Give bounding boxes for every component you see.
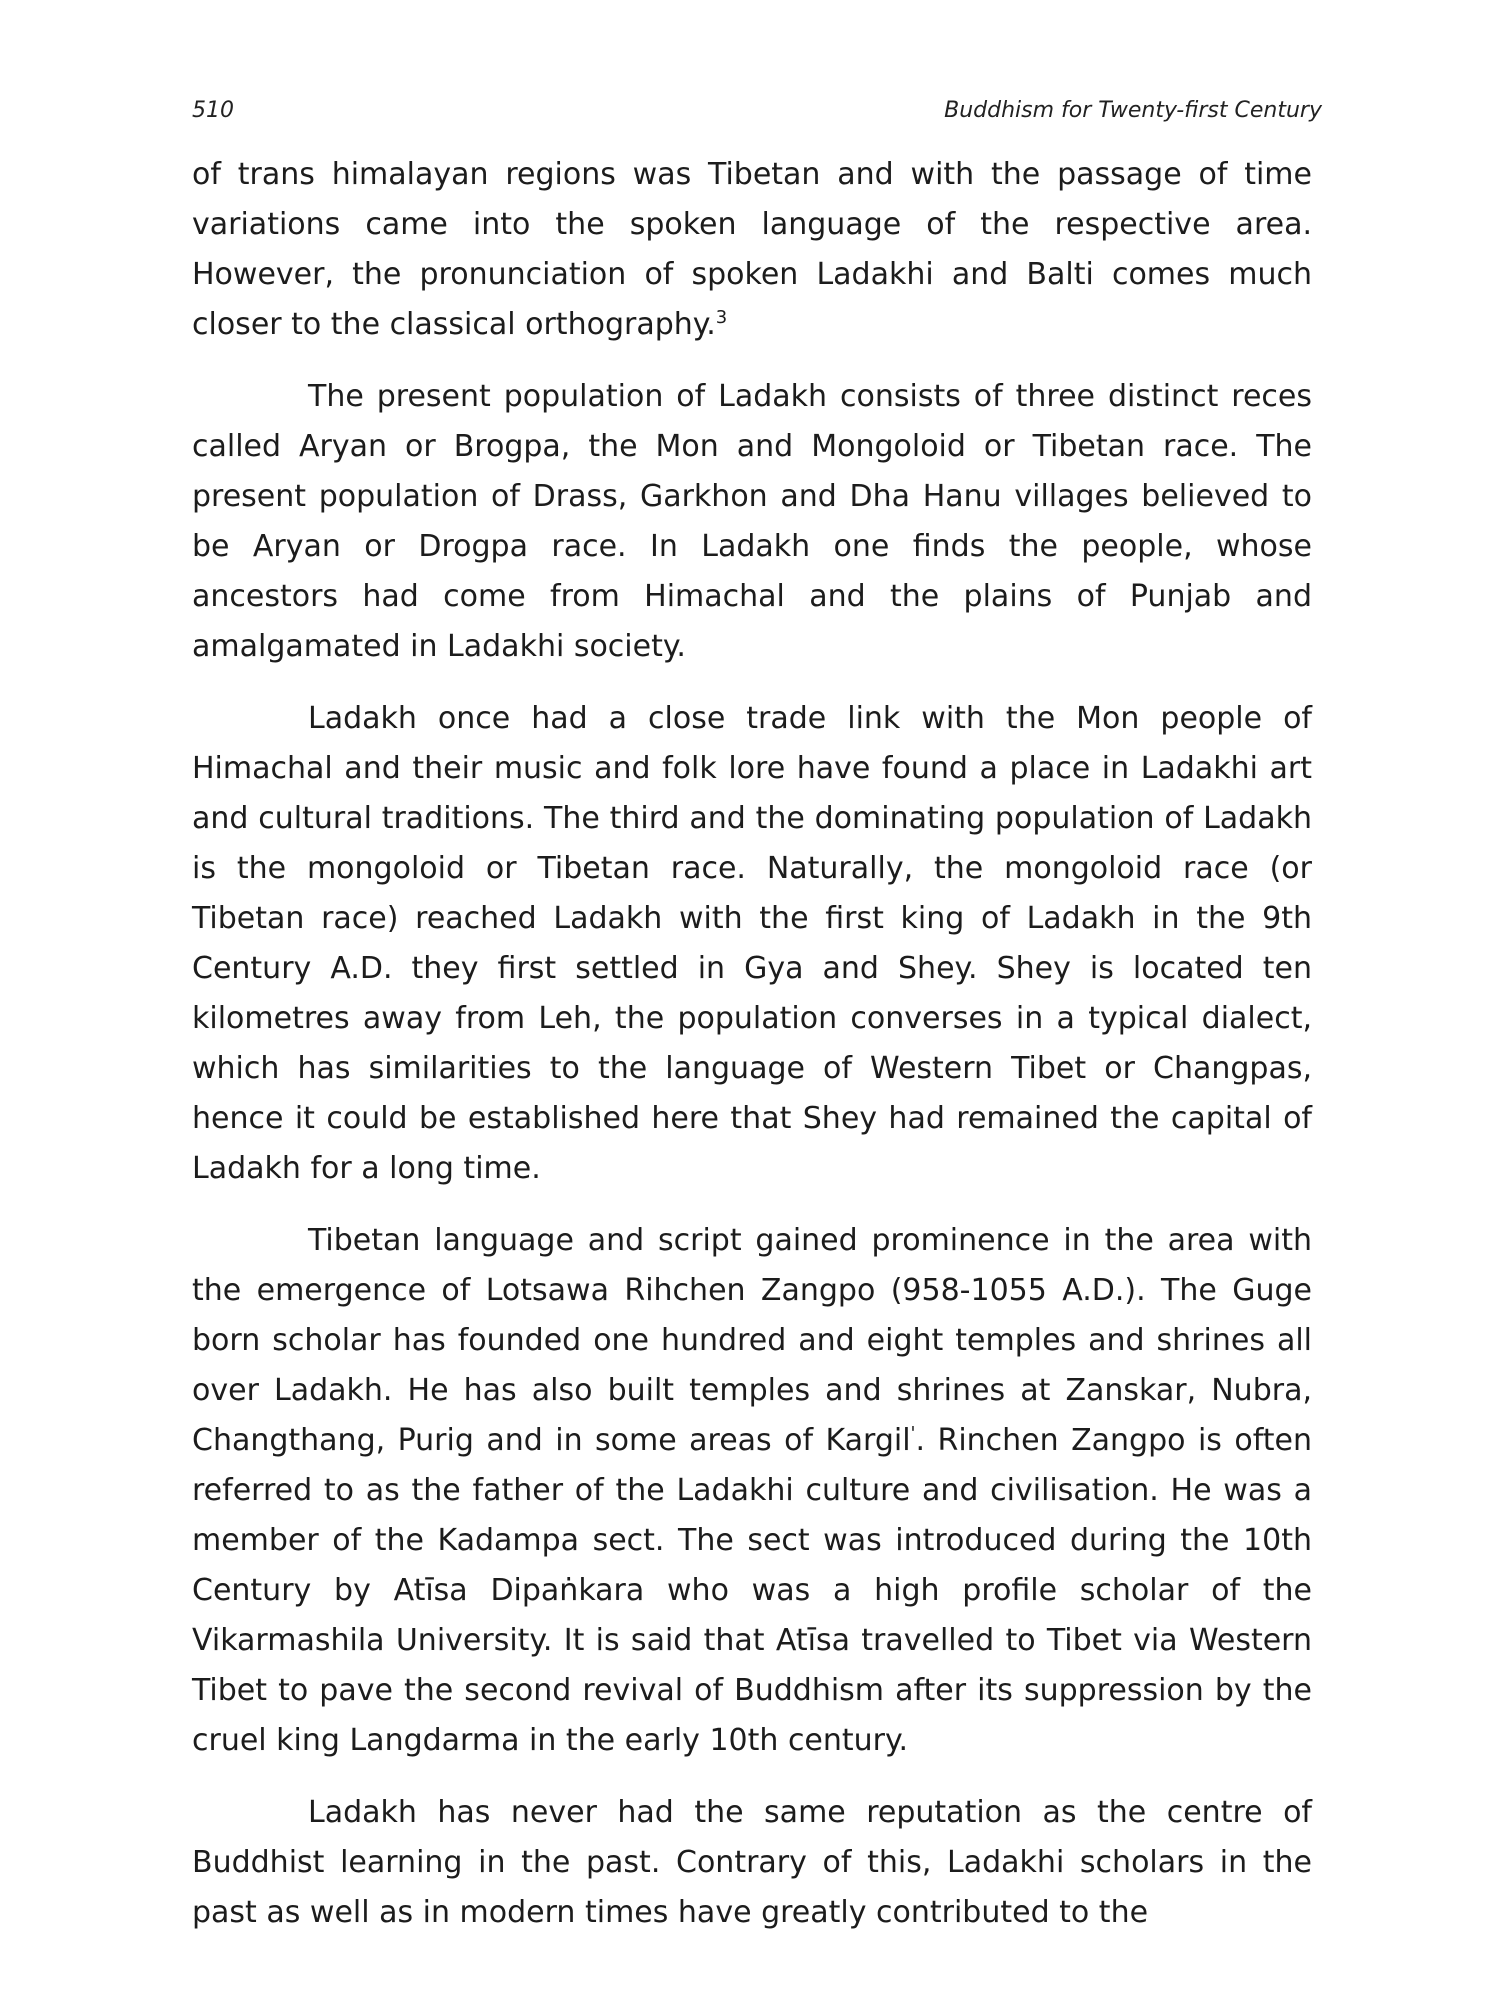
paragraph-4-text-a: Tibetan language and script gained prominence in the area with the emergence of Lotsawa Rihchen Zangpo (958-1055 A.D.). The Guge born scholar has founded one hundred and eight temples and shrines all over Ladakh. He has also built temples and shrines at Zanskar, Nubra, Changthang, Purig and in some areas of Kargil bbox=[192, 1223, 1312, 1458]
footnote-marker-3: 3 bbox=[715, 307, 728, 328]
paragraph-3: Ladakh once had a close trade link with the Mon people of Himachal and their music and folk lore have found a place in Ladakhi art and cultural traditions. The third and the dominating population of Ladakh is the mongoloid or Tibetan race. Naturally, the mongoloid race (or Tibetan race) reached Ladakh with the first king of Ladakh in the 9th Century A.D. they first settled in Gya and Shey. Shey is located ten kilometres away from Leh, the population converses in a typical dialect, which has similarities to the language of Western Tibet or Changpas, hence it could be established here that Shey had remained the capital of Ladakh for a long time. bbox=[192, 701, 1312, 1186]
footnote-marker-4: ' bbox=[910, 1423, 916, 1444]
page-number: 510 bbox=[192, 98, 234, 123]
running-title: Buddhism for Twenty-first Century bbox=[944, 98, 1322, 123]
paragraph-5: Ladakh has never had the same reputation as the centre of Buddhist learning in the past. Contrary of this, Ladakhi scholars in the past as well as in modern times have greatly contributed to the bbox=[192, 1795, 1312, 1930]
paragraph-1-text: of trans himalayan regions was Tibetan and with the passage of time variations came into the spoken language of the respective area. However, the pronunciation of spoken Ladakhi and Balti comes much closer to the classical orthography. bbox=[192, 157, 1312, 342]
paragraph-2: The present population of Ladakh consists of three distinct reces called Aryan or Brogpa, the Mon and Mongoloid or Tibetan race. The present population of Drass, Garkhon and Dha Hanu villages believed to be Aryan or Drogpa race. In Ladakh one finds the people, whose ancestors had come from Himachal and the plains of Punjab and amalgamated in Ladakhi society. bbox=[192, 379, 1312, 664]
paragraph-4 bbox=[192, 1216, 1312, 1766]
paragraph-4-text-b: . Rinchen Zangpo is often referred to as the father of the Ladakhi culture and civilisation. He was a member of the Kadampa sect. The sect was introduced during the 10th Century by Atīsa Dipaṅkara who was a high profile scholar of the Vikarmashila University. It is said that Atīsa travelled to Tibet via Western Tibet to pave the second revival of Buddhism after its suppression by the cruel king Langdarma in the early 10th century. bbox=[192, 1423, 1312, 1758]
running-header bbox=[192, 98, 1322, 134]
body-text bbox=[192, 150, 1312, 1938]
paragraph-1 bbox=[192, 150, 1312, 350]
